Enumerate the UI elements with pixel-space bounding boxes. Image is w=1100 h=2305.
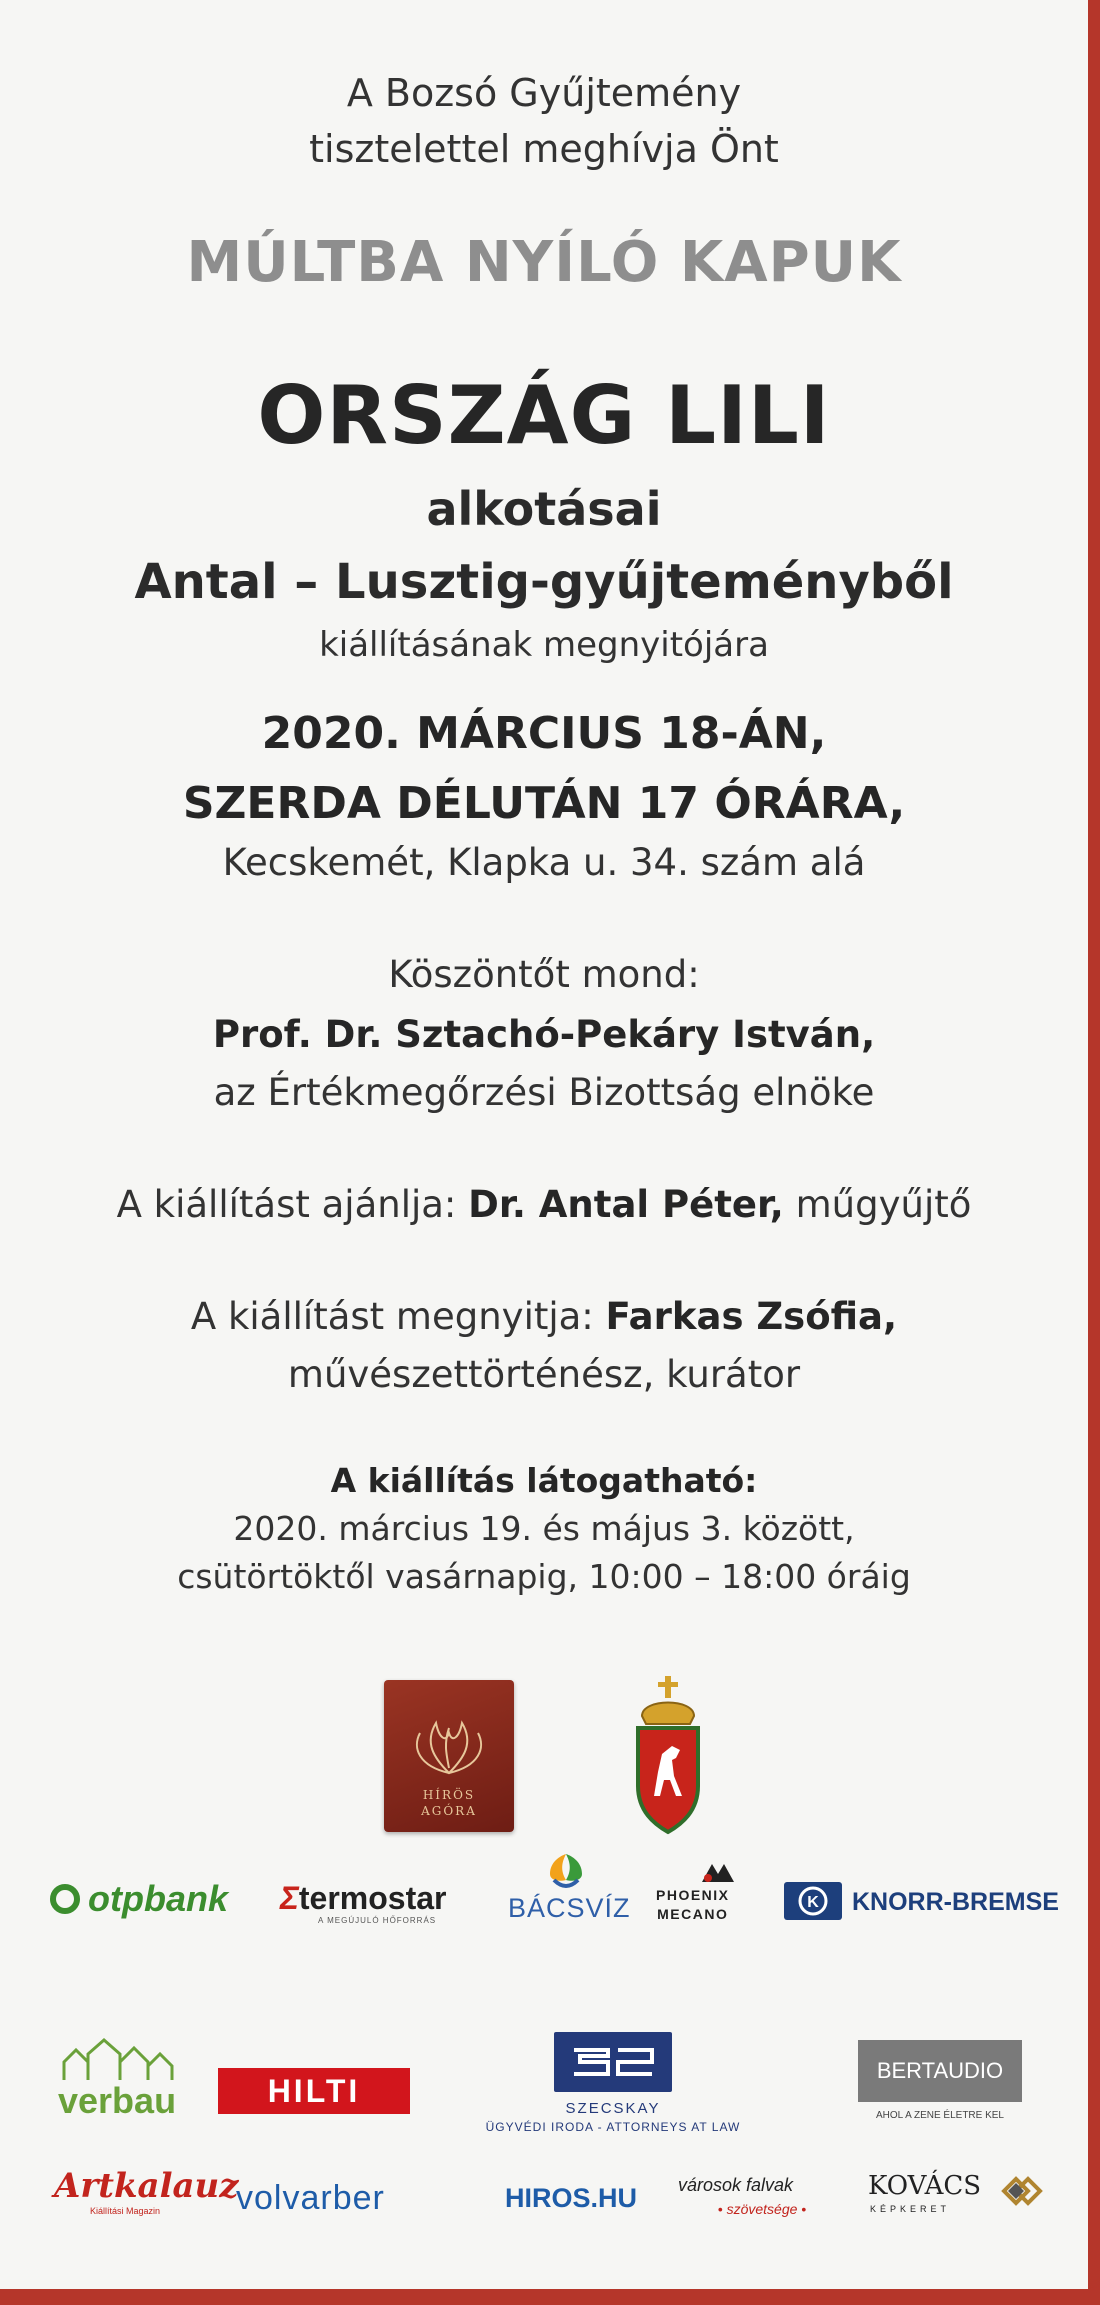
volvarber-logo: volvarber (236, 2179, 385, 2217)
hiros-hu-logo: HIROS.HU (505, 2183, 638, 2213)
opener-line (0, 1292, 1088, 1342)
agora-line2: AGÓRA (421, 1804, 477, 1818)
otpbank-logo: otpbank (50, 1877, 228, 1921)
coat-of-arms-icon (632, 1676, 704, 1836)
opening-label: kiállításának megnyitójára (319, 625, 769, 665)
termostar-logo: Ʃtermostar (280, 1880, 447, 1916)
varosok-falvak-logo: városok falvak (678, 2175, 794, 2195)
szecskay-logo: SZECSKAY (565, 2100, 661, 2117)
event-time: SZERDA DÉLUTÁN 17 ÓRÁRA, (182, 778, 906, 829)
agora-line1: HÍRÖS (422, 1788, 476, 1802)
verbau-logo: verbau (58, 2080, 177, 2121)
hiros-agora-logo (384, 1680, 514, 1832)
flame-icon (384, 1688, 514, 1788)
works-label: alkotásai (426, 482, 662, 536)
visiting-hours: csütörtöktől vasárnapig, 10:00 – 18:00 óráig (177, 1557, 911, 1596)
varosok-falvak-tagline: • szövetsége • (717, 2201, 807, 2217)
verbau-houses-icon (60, 2036, 180, 2082)
otp-ring-icon (50, 1884, 80, 1914)
szecskay-tagline: ÜGYVÉDI IRODA - ATTORNEYS AT LAW (485, 2120, 741, 2134)
greeting-speaker: Prof. Dr. Sztachó-Pekáry István, (212, 1013, 876, 1056)
artkalauz-tagline: Kiállítási Magazin (90, 2206, 161, 2216)
kovacs-kepkeret-tagline: KÉPKERET (870, 2204, 951, 2214)
invite-line: tisztelettel meghívja Önt (309, 127, 779, 171)
hilti-logo: HILTI (218, 2068, 410, 2114)
event-address: Kecskemét, Klapka u. 34. szám alá (222, 841, 866, 884)
bacsviz-logo: BÁCSVÍZ (508, 1893, 631, 1923)
artkalauz-logo: Artkalauz (54, 2166, 239, 2206)
visiting-heading: A kiállítás látogatható: (330, 1461, 758, 1500)
termostar-tagline: A MEGÚJULÓ HŐFORRÁS (318, 1916, 437, 1925)
greeting-speaker-role: az Értékmegőrzési Bizottság elnöke (213, 1071, 875, 1114)
collection-name: Antal – Lusztig-gyűjteményből (134, 554, 954, 610)
phoenix-mecano-logo: PHOENIX MECANO (656, 1887, 730, 1922)
host-line: A Bozsó Gyűjtemény (346, 71, 742, 115)
bertaudio-logo: BERTAUDIO (858, 2040, 1022, 2102)
greeting-label: Köszöntőt mond: (388, 953, 700, 996)
knorr-bremse-emblem-icon (784, 1882, 842, 1920)
kovacs-diamond-icon (990, 2166, 1050, 2216)
svg-text:K: K (807, 1894, 819, 1911)
frame-edge-right (1088, 0, 1100, 2305)
opener-role: művészettörténész, kurátor (287, 1353, 801, 1396)
bacsviz-drop-icon (544, 1852, 588, 1892)
recommendation-label: A kiállítást ajánlja: (116, 1183, 457, 1226)
termostar-mark-icon: Ʃ (280, 1880, 299, 1916)
exhibition-subtitle: MÚLTBA NYÍLÓ KAPUK (186, 230, 902, 295)
phoenix-mark-icon (700, 1860, 740, 1884)
bertaudio-tagline: AHOL A ZENE ÉLETRE KEL (875, 2110, 1004, 2121)
recommender-role: műgyűjtő (795, 1183, 972, 1226)
knorr-bremse-logo: KNORR-BREMSE (852, 1888, 1059, 1916)
recommendation-line (0, 1180, 1088, 1230)
opener-name: Farkas Zsófia, (605, 1295, 898, 1338)
recommender-name: Dr. Antal Péter, (468, 1183, 784, 1226)
frame-edge-bottom (0, 2289, 1100, 2305)
event-date: 2020. MÁRCIUS 18-ÁN, (261, 708, 827, 759)
artist-name: ORSZÁG LILI (257, 369, 831, 462)
opener-label: A kiállítást megnyitja: (190, 1295, 594, 1338)
kovacs-kepkeret-logo: KOVÁCS (868, 2171, 982, 2201)
szecskay-emblem-icon (554, 2032, 672, 2092)
visiting-dates: 2020. március 19. és május 3. között, (233, 1509, 855, 1548)
